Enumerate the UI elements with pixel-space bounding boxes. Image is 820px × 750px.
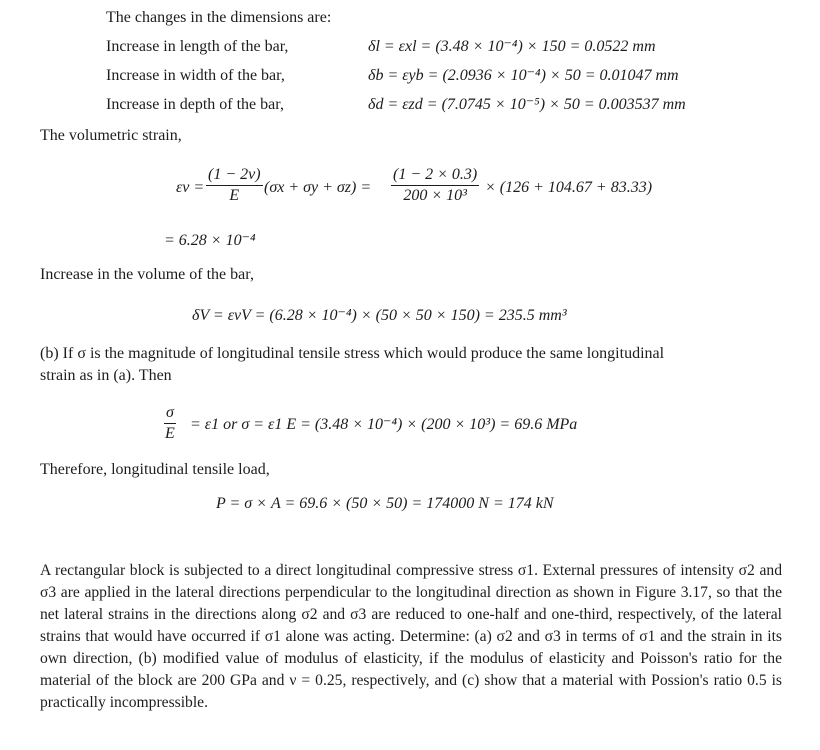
ev-result: = 6.28 × 10⁻⁴	[164, 232, 256, 249]
load-equation: P = σ × A = 69.6 × (50 × 50) = 174000 N = 174 kN	[216, 495, 554, 512]
sigma-over-e-fraction	[164, 404, 176, 443]
tensile-load-label: Therefore, longitudinal tensile load,	[40, 461, 270, 478]
intro-text: The changes in the dimensions are:	[106, 9, 332, 26]
ev-fraction-2-numerator: (1 − 2 × 0.3)	[393, 166, 478, 183]
ev-fraction-1-denominator: E	[206, 185, 263, 205]
sigma-equation-rhs: = ε1 or σ = ε1 E = (3.48 × 10⁻⁴) × (200 × 10³) = 69.6 MPa	[190, 416, 578, 433]
dim-length-label: Increase in length of the bar,	[106, 38, 289, 55]
ev-fraction-2-denominator: 200 × 10³	[391, 185, 479, 205]
problem-statement: A rectangular block is subjected to a direct longitudinal compressive stress σ1. External pressures of intensity σ2 and σ3 are applied in the lateral directions perpendicular to the longitudinal direction as shown in Figure 3.17, so that the net lateral strains in the directions along σ2 and σ3 are reduced to one-half and one-third, respectively, of the lateral strains that would have occurred if σ1 alone was acting. Determine: (a) σ2 and σ3 in terms of σ1 and the strain in its own direction, (b) modified value of modulus of elasticity, if the modulus of elasticity and Poisson's ratio for the material of the block are 200 GPa and ν = 0.25, respectively, and (c) show that a material with Possion's ratio 0.5 is practically incompressible.	[40, 562, 782, 711]
volume-change-equation: δV = εvV = (6.28 × 10⁻⁴) × (50 × 50 × 150) = 235.5 mm³	[192, 307, 567, 324]
dim-depth-label: Increase in depth of the bar,	[106, 96, 284, 113]
volumetric-strain-label: The volumetric strain,	[40, 127, 182, 144]
part-b-line-2: strain as in (a). Then	[40, 367, 172, 384]
sigma-numerator: σ	[166, 404, 174, 421]
dim-length-formula: δl = εxl = (3.48 × 10⁻⁴) × 150 = 0.0522 mm	[368, 38, 656, 55]
dim-width-label: Increase in width of the bar,	[106, 67, 285, 84]
ev-rhs: × (126 + 104.67 + 83.33)	[485, 179, 653, 196]
volume-increase-label: Increase in the volume of the bar,	[40, 266, 254, 283]
ev-fraction-1	[206, 166, 263, 205]
dim-width-formula: δb = εyb = (2.0936 × 10⁻⁴) × 50 = 0.01047 mm	[368, 67, 679, 84]
e-denominator: E	[165, 425, 175, 442]
part-b-line-1: (b) If σ is the magnitude of longitudinal tensile stress which would produce the same longitudinal	[40, 345, 665, 362]
dim-depth-formula: δd = εzd = (7.0745 × 10⁻⁵) × 50 = 0.003537 mm	[368, 96, 686, 113]
ev-lhs: εv =	[176, 179, 205, 196]
ev-fraction-1-numerator: (1 − 2ν)	[208, 166, 261, 183]
ev-middle: (σx + σy + σz) =	[264, 179, 372, 196]
ev-fraction-2	[391, 166, 479, 205]
